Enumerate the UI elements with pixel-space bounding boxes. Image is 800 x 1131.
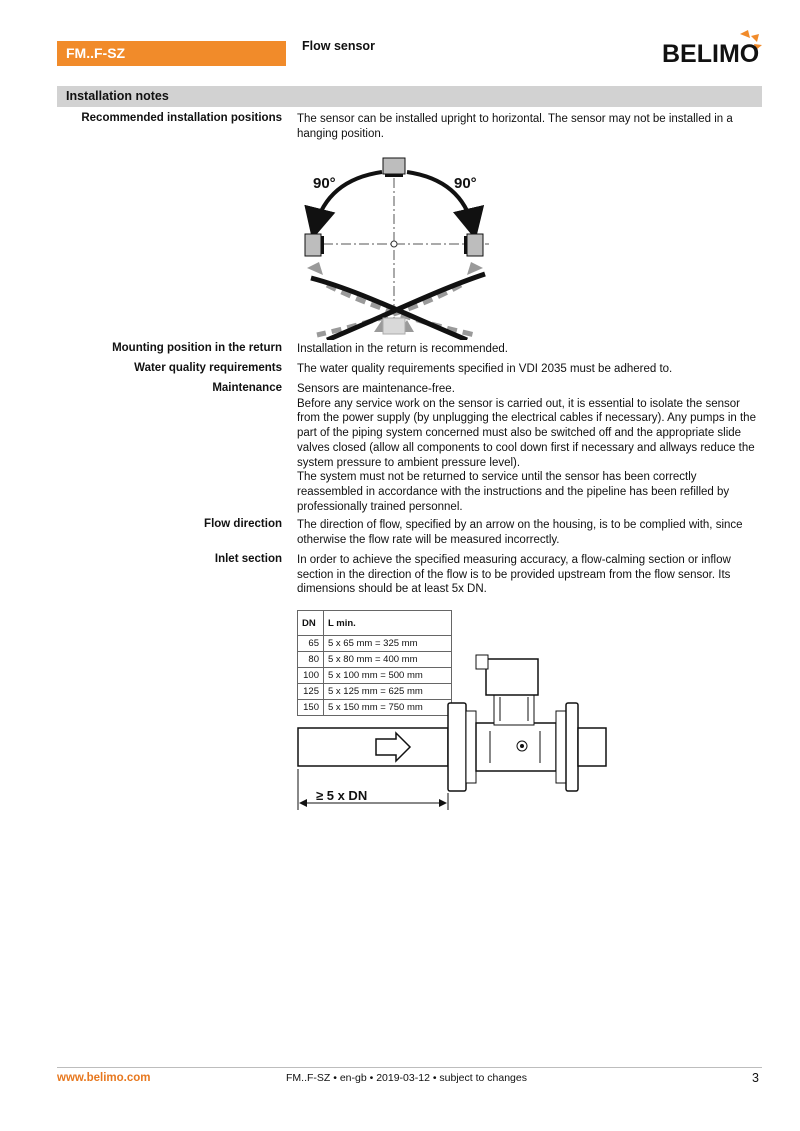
paragraph: Installation in the return is recommended. [297, 343, 508, 355]
footer-website-link[interactable]: www.belimo.com [57, 1072, 151, 1084]
text-inlet-section [297, 553, 762, 597]
paragraph: The sensor can be installed upright to horizontal. The sensor may not be installed in a hanging position. [297, 113, 733, 140]
svg-text:BELIMO: BELIMO [662, 40, 760, 68]
paragraph: The water quality requirements specified in VDI 2035 must be adhered to. [297, 363, 673, 375]
inlet-section-diagram [290, 645, 610, 820]
table-cell: 5 x 80 mm = 400 mm [324, 652, 452, 668]
footer-document-info: FM..F-SZ • en-gb • 2019-03-12 • subject to changes [286, 1072, 527, 1084]
label-mounting-position: Mounting position in the return [112, 342, 282, 354]
column-header: DN [298, 611, 324, 636]
paragraph: In order to achieve the specified measuring accuracy, a flow-calming section or inflow section in the direction of the flow is to be provided upstream from the flow sensor. Its dimensions should be at least 5x DN. [297, 554, 731, 596]
paragraph: Sensors are maintenance-free. [297, 383, 455, 395]
paragraph: The direction of flow, specified by an arrow on the housing, is to be complied with, since otherwise the flow rate will be measured incorrectly. [297, 519, 743, 546]
page-number: 3 [752, 1071, 759, 1085]
document-title: Flow sensor [302, 39, 375, 53]
label-inlet-section: Inlet section [214, 553, 282, 565]
table-cell: 100 [298, 668, 324, 684]
product-tag: FM..F-SZ [57, 41, 286, 66]
svg-text:≥ 5 x DN: ≥ 5 x DN [316, 788, 368, 803]
footer-divider [57, 1067, 762, 1068]
table-cell: 5 x 150 mm = 750 mm [324, 700, 452, 716]
text-maintenance [297, 382, 762, 514]
label-flow-direction: Flow direction [204, 518, 282, 530]
column-header: L min. [324, 611, 452, 636]
label-installation-positions: Recommended installation positions [81, 112, 282, 124]
paragraph: The system must not be returned to service until the sensor has been correctly reassembled in accordance with the instructions and the pipeline has been refilled by professionally trained personnel. [297, 471, 730, 513]
table-cell: 150 [298, 700, 324, 716]
text-flow-direction [297, 518, 762, 547]
svg-text:90°: 90° [313, 175, 336, 192]
table-cell: 5 x 65 mm = 325 mm [324, 636, 452, 652]
table-header-row [298, 611, 452, 636]
label-maintenance: Maintenance [212, 382, 282, 394]
text-mounting-position [297, 342, 762, 357]
table-cell: 80 [298, 652, 324, 668]
table-cell: 65 [298, 636, 324, 652]
table-cell: 125 [298, 684, 324, 700]
text-water-quality [297, 362, 762, 377]
section-title: Installation notes [57, 86, 762, 107]
installation-positions-diagram [297, 150, 497, 345]
belimo-logo [662, 28, 764, 73]
label-water-quality: Water quality requirements [134, 362, 282, 374]
table-cell: 5 x 125 mm = 625 mm [324, 684, 452, 700]
svg-text:90°: 90° [454, 175, 477, 192]
paragraph: Before any service work on the sensor is carried out, it is essential to isolate the sensor from the power supply (by unplugging the electrical cables if necessary). Any pumps in the part of the piping system concerned must also be switched off and the appropriate slide valves closed (allow all components to cool down first if necessary and allways reduce the system pressure to ambient pressure level). [297, 397, 756, 469]
text-installation-positions [297, 112, 762, 141]
table-cell: 5 x 100 mm = 500 mm [324, 668, 452, 684]
